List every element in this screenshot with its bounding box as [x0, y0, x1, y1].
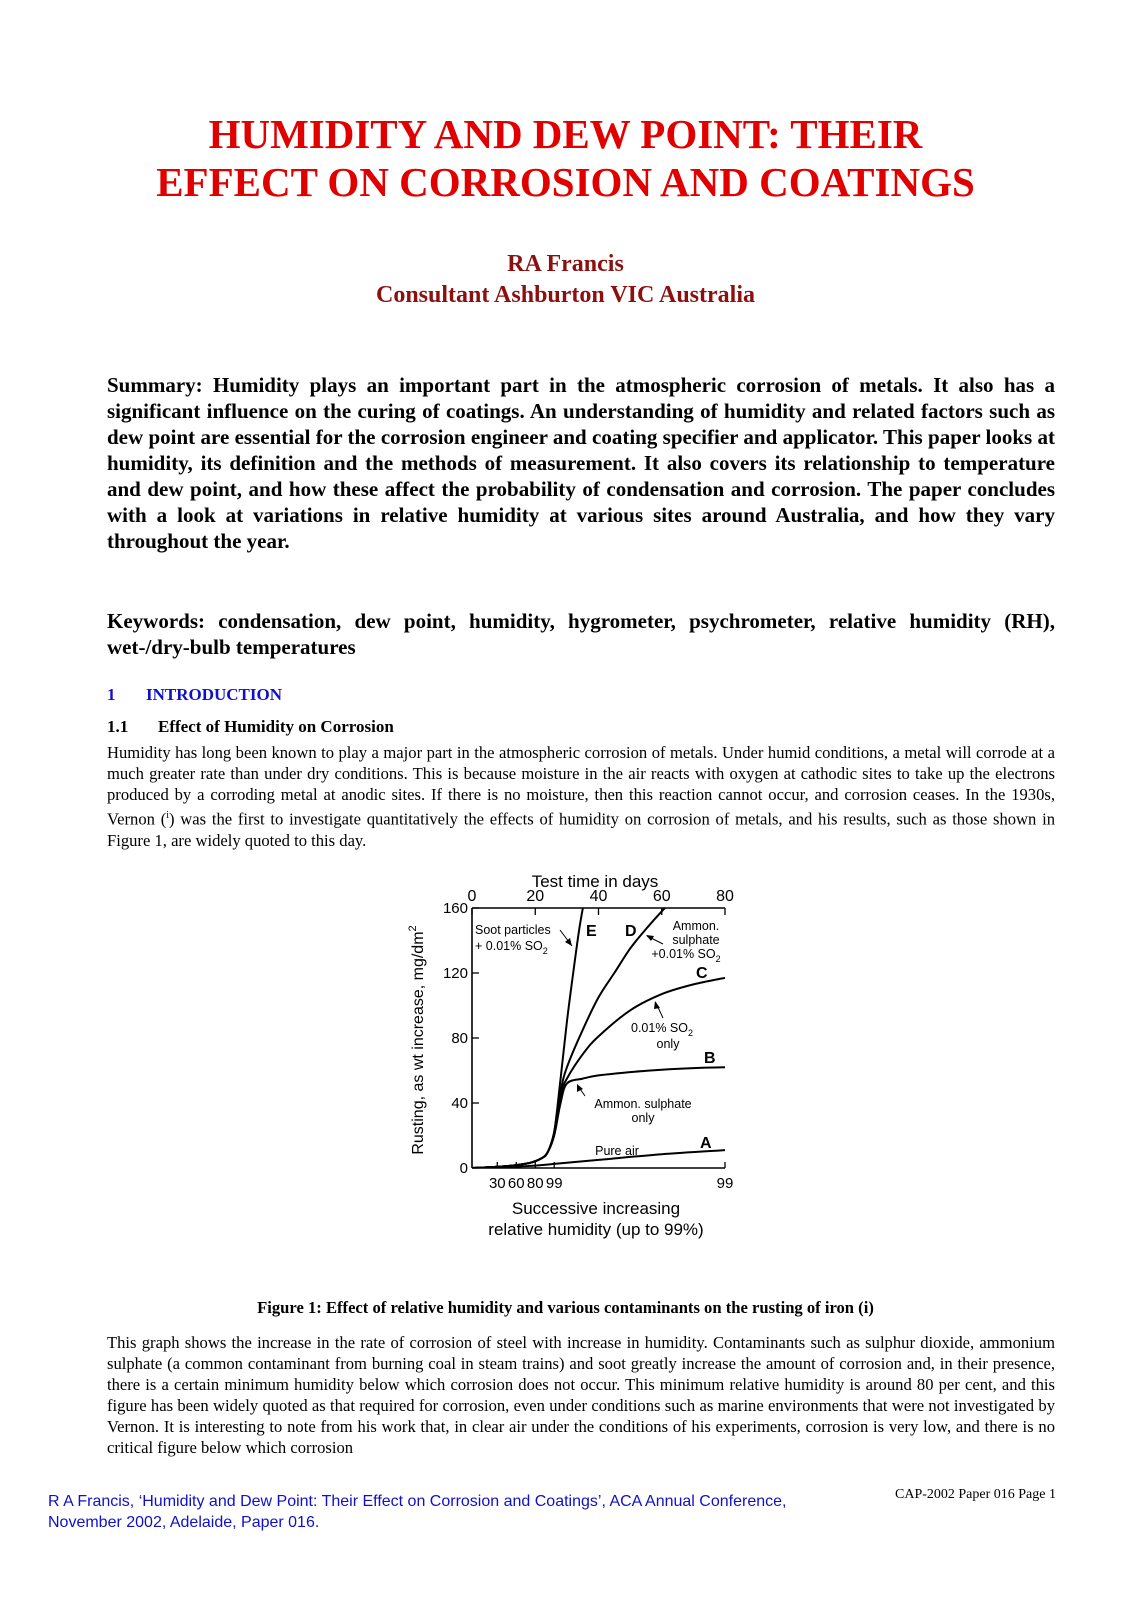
annotation-so2-only-line2: only: [656, 1037, 680, 1051]
figure-1-caption: Figure 1: Effect of relative humidity and various contaminants on the rusting of iron (i): [257, 1298, 874, 1317]
paper-title-line1: HUMIDITY AND DEW POINT: THEIR: [208, 111, 923, 157]
author-block: [0, 249, 1131, 311]
paragraph-text-before-ref: Humidity has long been known to play a major part in the atmospheric corrosion of metals. Under humid conditions, a metal will corrode at a much greater rate than under dry conditions. This is because moisture in the air reacts with oxygen at cathodic sites to take up the electrons produced by a corroding metal at anodic sites. If there is no moisture, then this reaction cannot occur, and corrosion ceases. In the 1930s, Vernon (: [107, 743, 1055, 829]
paragraph-text-after-ref: ) was the first to investigate quantitatively the effects of humidity on corrosion of metals, and his results, such as those shown in Figure 1, are widely quoted to this day.: [107, 809, 1055, 850]
y-tick-label: 160: [442, 900, 468, 917]
footer-page-number: CAP-2002 Paper 016 Page 1: [895, 1487, 1056, 1502]
subsection-heading: [107, 717, 394, 737]
top-tick-label: 20: [526, 888, 545, 905]
annotation-ammon-so2-line1: Ammon.: [672, 919, 720, 933]
bottom-tick-label: 80: [526, 1175, 544, 1192]
figure-1: [400, 860, 760, 1250]
annotation-ammon-only-line2: only: [631, 1111, 655, 1125]
rusting-chart: [400, 860, 760, 1250]
annotation-pure-air: Pure air: [595, 1144, 639, 1158]
section-number: 1: [107, 685, 116, 704]
series-label-d: D: [625, 923, 637, 940]
y-axis-label: Rusting, as wt increase, $mg/dm^2$: [407, 925, 427, 1155]
paper-title-line2: EFFECT ON CORROSION AND COATINGS: [156, 159, 975, 205]
footer-citation-line1: R A Francis, ‘Humidity and Dew Point: Their Effect on Corrosion and Coatings’, ACA Annual Conference,: [48, 1493, 787, 1510]
subsection-number: 1.1: [107, 717, 129, 736]
series-label-e: E: [586, 923, 597, 940]
section-heading-introduction: [107, 685, 282, 705]
top-tick-label: 80: [716, 888, 734, 905]
annotation-so2-only-arrowhead: [654, 1001, 660, 1009]
subsection-title: Effect of Humidity on Corrosion: [158, 717, 394, 736]
bottom-tick-label: 30: [488, 1175, 506, 1192]
annotation-ammon-so2-line2: sulphate: [672, 933, 720, 947]
series-label-b: B: [704, 1050, 716, 1067]
annotation-soot-line1: Soot particles: [475, 923, 551, 937]
bottom-tick-label: 99: [545, 1175, 563, 1192]
annotation-soot-arrowhead: [565, 938, 572, 946]
annotation-ammon-only-line1: Ammon. sulphate: [594, 1097, 692, 1111]
author-affiliation: Consultant Ashburton VIC Australia: [376, 282, 755, 308]
annotation-so2-only-line1: 0.01% $SO_2$: [631, 1021, 693, 1038]
footer-citation-line2: November 2002, Adelaide, Paper 016.: [48, 1514, 320, 1531]
keywords: Keywords: condensation, dew point, humidity, hygrometer, psychrometer, relative humidity (RH), wet-/dry-bulb temperatures: [107, 609, 1055, 659]
y-tick-label: 40: [451, 1095, 468, 1112]
y-tick-label: 0: [459, 1160, 468, 1177]
y-tick-label: 120: [442, 965, 468, 982]
summary: Summary: Humidity plays an important part in the atmospheric corrosion of metals. It also has a significant influence on the curing of coatings. An understanding of humidity and related factors such as dew point are essential for the corrosion engineer and coating specifier and applicator. This paper looks at humidity, its definition and the methods of measurement. It also covers its relationship to temperature and dew point, and how these affect the probability of condensation and corrosion. The paper concludes with a look at variations in relative humidity at various sites around Australia, and how they vary throughout the year.: [107, 373, 1055, 553]
annotation-soot-line2: + 0.01% $SO_2$: [475, 939, 548, 956]
author-name: RA Francis: [507, 251, 624, 277]
bottom-tick-label: 99: [716, 1175, 734, 1192]
paper-title: [0, 110, 1131, 206]
series-label-a: A: [700, 1135, 712, 1152]
annotation-ammon-so2-line3: +0.01% $SO_2$: [651, 947, 721, 964]
top-tick-label: 40: [589, 888, 608, 905]
series-label-c: C: [696, 965, 708, 982]
y-tick-label: 80: [451, 1030, 468, 1047]
paragraph-figure-discussion: This graph shows the increase in the rate of corrosion of steel with increase in humidity. Contaminants such as sulphur dioxide, ammonium sulphate (a common contaminant from burning coal in steam trains) and soot greatly increase the amount of corrosion and, in their presence, there is a certain minimum humidity below which corrosion does not occur. This minimum relative humidity is around 80 per cent, and this figure has been widely quoted as that required for corrosion, even under conditions such as marine environments that were not investigated by Vernon. It is interesting to note from his work that, in clear air under the conditions of his experiments, corrosion is very low, and there is no critical figure below which corrosion: [107, 1333, 1055, 1457]
reference-marker: i: [166, 810, 169, 821]
paragraph-introduction: [107, 742, 1055, 851]
top-axis-label: Test time in days: [531, 872, 659, 891]
x-axis-label-line1: Successive increasing: [511, 1199, 681, 1218]
annotation-ammon-so2-arrowhead: [646, 935, 654, 941]
annotation-ammon-only-arrowhead: [577, 1084, 583, 1092]
section-title: INTRODUCTION: [146, 685, 283, 704]
top-tick-label: 60: [652, 888, 671, 905]
footer-citation: [48, 1491, 868, 1533]
top-tick-label: 0: [467, 888, 477, 905]
series-line-c: [472, 978, 725, 1168]
x-axis-label-line2: relative humidity (up to 99%): [488, 1220, 704, 1239]
bottom-tick-label: 60: [507, 1175, 525, 1192]
